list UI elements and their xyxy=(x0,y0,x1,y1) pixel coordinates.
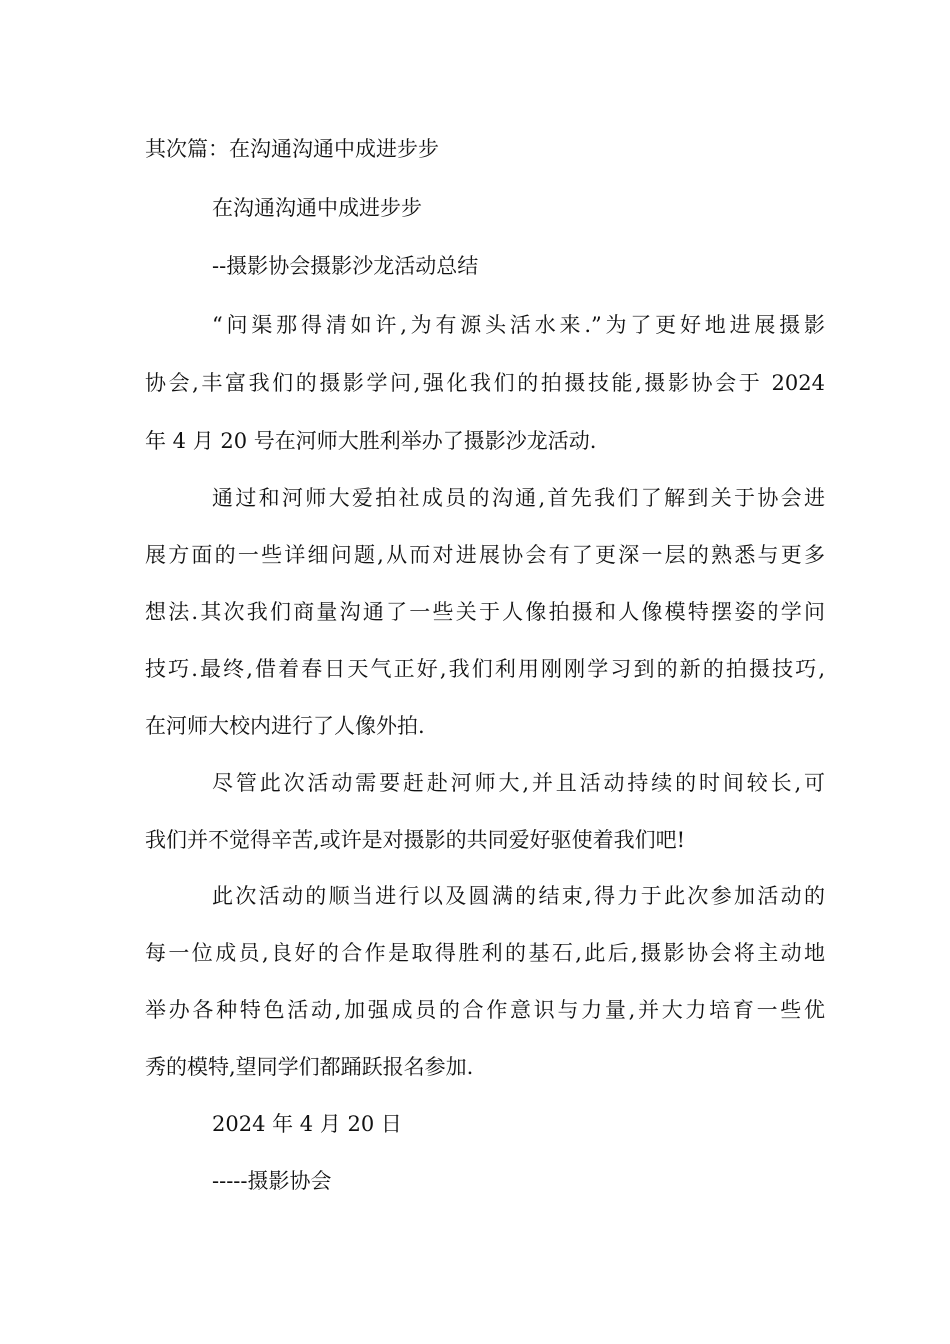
document-date: 2024 年 4 月 20 日 xyxy=(212,1112,402,1136)
paragraph-4-line-4: 秀的模特,望同学们都踊跃报名参加. xyxy=(145,1055,474,1079)
paragraph-3-line-1: 尽管此次活动需要赶赴河师大,并且活动持续的时间较长,可 xyxy=(212,771,825,795)
document-signature: -----摄影协会 xyxy=(212,1169,332,1193)
paragraph-2-line-5: 在河师大校内进行了人像外拍. xyxy=(145,714,425,738)
paragraph-4-line-2: 每一位成员,良好的合作是取得胜利的基石,此后,摄影协会将主动地 xyxy=(145,941,825,965)
paragraph-4-line-3: 举办各种特色活动,加强成员的合作意识与力量,并大力培育一些优 xyxy=(145,998,825,1022)
document-heading: 其次篇：在沟通沟通中成进步步 xyxy=(145,137,439,161)
document-title: 在沟通沟通中成进步步 xyxy=(212,196,422,220)
paragraph-1-line-2: 协会,丰富我们的摄影学问,强化我们的拍摄技能,摄影协会于 2024 xyxy=(145,371,825,395)
document-subtitle: --摄影协会摄影沙龙活动总结 xyxy=(212,254,479,278)
paragraph-2-line-4: 技巧.最终,借着春日天气正好,我们利用刚刚学习到的新的拍摄技巧, xyxy=(145,657,825,681)
paragraph-2-line-3: 想法.其次我们商量沟通了一些关于人像拍摄和人像模特摆姿的学问 xyxy=(145,600,825,624)
paragraph-2-line-1: 通过和河师大爱拍社成员的沟通,首先我们了解到关于协会进 xyxy=(212,486,825,510)
paragraph-1-line-3: 年 4 月 20 号在河师大胜利举办了摄影沙龙活动. xyxy=(145,429,597,453)
paragraph-2-line-2: 展方面的一些详细问题,从而对进展协会有了更深一层的熟悉与更多 xyxy=(145,543,825,567)
paragraph-1-line-1: “问渠那得清如许,为有源头活水来.”为了更好地进展摄影 xyxy=(212,313,825,337)
paragraph-3-line-2: 我们并不觉得辛苦,或许是对摄影的共同爱好驱使着我们吧! xyxy=(145,828,686,852)
paragraph-4-line-1: 此次活动的顺当进行以及圆满的结束,得力于此次参加活动的 xyxy=(212,884,825,908)
